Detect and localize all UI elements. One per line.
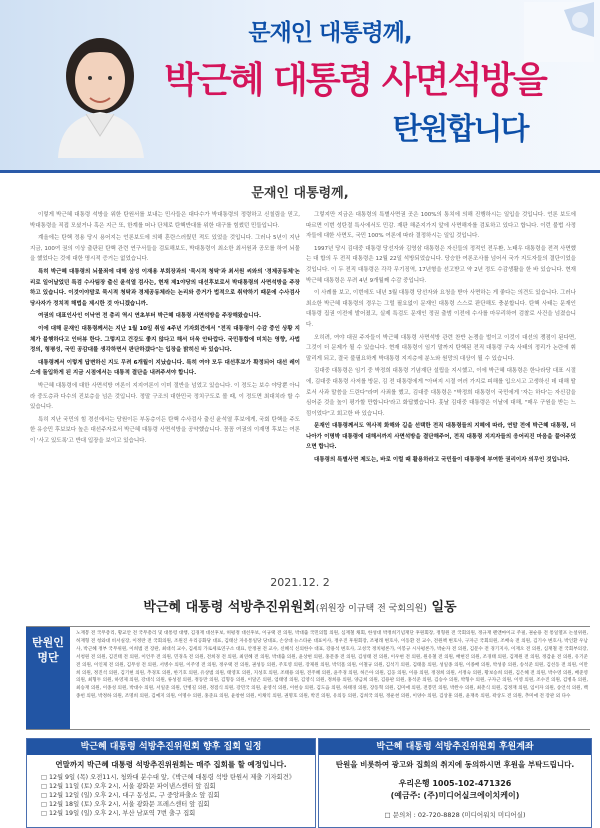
petitioner-names: 노재봉 전 국무총리, 황교안 전 국무총리 및 대통령 대행, 김경재 대선후보, 허평정 대선후보, 이규택 전 의원, 박대출 국민의힘 의원, 심재철 채회, 한성대 박정희기념재단 후원회장, 정형원 전 국회의원, 정규재 펜앤마이크 주필, 권순용 전 통일열포 논설위원, 허재형 전 청와대 비서실장, 이정란 전 국회의원, 조원진 우리공화당 대표, 김태산 자유통일당 당대표, 손상대 뉴스타운 대표이사, 정우진 후원회장, 조평래 변호사, 이동환 전 교수, 전원책 변호사, 구자근 국회의원, 조배숙 전 의원, 김기수 변호사, 박인환 우남사, 박근혜 정부 국무위원, 이희범 전 장관, 최대석 교수, 김세의 가로세로연구소 대표, 안정권 전 교수, 신혜식 신의한수 대표, 강용석 변호사, 고성국 정치평론가, 이봉규 시사평론가, 박순자 전 의원, 김문수 전 경기지사, 이재오 전 의원, 심재철 전 국회부의장, 서청원 전 의원, 김진태 전 의원, 이언주 전 의원, 민경욱 전 의원, 전희경 전 의원, 최연혜 전 의원, 박대출 의원, 윤상현 의원, 홍문종 전 의원, 김성태 전 의원, 이우현 전 의원, 원유철 전 의원, 배현진 의원, 조경태 의원, 김재원 전 의원, 정갑윤 전 의원, 유기준 전 의원, 이인제 전 의원, 김무성 전 의원, 서병수 의원, 이주영 전 의원, 정우택 전 의원, 권성동 의원, 주호영 의원, 장제원 의원, 박덕흠 의원, 이철규 의원, 김석기 의원, 김태흠 의원, 성일종 의원, 이종배 의원, 박성중 의원, 송석준 의원, 김선동 전 의원, 이만희 의원, 정진석 의원, 김기현 의원, 추경호 의원, 한기호 의원, 유상범 의원, 태영호 의원, 지성호 의원, 조태용 의원, 전주혜 의원, 윤주경 의원, 허은아 의원, 김웅 의원, 이용 의원, 정경희 의원, 서정숙 의원, 황보승희 의원, 김은혜 전 의원, 박수영 의원, 배준영 의원, 최형두 의원, 하영제 의원, 강대식 의원, 류성걸 의원, 정동만 의원, 김형동 의원, 이달곤 의원, 엄태영 의원, 김영식 의원, 정희용 의원, 양금희 의원, 김용판 의원, 홍석준 의원, 김승수 의원, 박형수 의원, 구자근 의원, 이영 의원, 조수진 의원, 김병욱 의원, 최승재 의원, 이종성 의원, 박대수 의원, 서일준 의원, 안병길 의원, 정점식 의원, 강민국 의원, 윤영석 의원, 이헌승 의원, 김도읍 의원, 하태경 의원, 장동혁 의원, 김미애 의원, 전봉민 의원, 박완수 의원, 최춘식 의원, 김정재 의원, 임이자 의원, 송언석 의원, 백종헌 의원, 박정하 의원, 조명희 의원, 김예지 의원, 이명수 의원, 홍준표 의원, 윤창현 의원, 이채익 의원, 권명호 의원, 박진 의원, 유의동 의원, 김희국 의원, 정운천 의원, 이양수 의원, 김상훈 의원, 윤재옥 의원, 곽상도 전 의원, 추미애 전 장관 외 다수: [76, 631, 588, 700]
letter-paragraph: 이 사례를 보고, 이번에도 내년 3월 대통령 당선자와 요청을 받아 사면하는 게 좋다는 의견도 있습니다. 그러나 최소한 박근혜 대통령의 경우는 그럴 필요없이 문재인 대통령 스스로 판단해도 충분합니다. 탄핵 사태는 문재인 대통령 집권 이전에 발어졌고, 실제 특검도 문재인 정권 출범 이전에 수사를 마무리하여 검찰로 사건을 넘겼습니다.: [306, 290, 576, 328]
letter-paragraph: 이에 대해 문재인 대통령께서는 지난 1월 10일 취임 4주년 기자회견에서 "전직 대통령이 수감 중인 상황 지체가 불행하다고 인터뷰 한다. 그렇지고 건강도 좋지 않다고 해서 더욱 안타깝다. 국민통합에 미치는 영향, 사법 정의, 형평성, 국민 공감대를 생각하면서 판단하겠다"는 입장을 밝히신 바 있습니다.: [30, 325, 300, 354]
account-number: 우리은행 1005-102-471326: [398, 779, 512, 788]
petitioner-label-line1: 탄원인: [32, 636, 64, 649]
banner-headline-1: 문재인 대통령께,: [248, 20, 412, 46]
letter-paragraph: 특히 박근혜 대통령의 뇌물죄에 대해 삼성 이재용 부회장과의 '묵시적 청탁'과 최서원 씨와의 '경제공동체'논리로 일어날었던 특검 수사팀장 출신 윤석열 검사는, 현재 제1야당의 대선후보로서 박대통령의 사면석방을 주장하고 있습니다. 이것이야말로 묵시적 청탁과 경제공동체라는 논리와 증거가 법적으로 취약하기 때문에 수사검사 당사자가 정치적 해법을 제시한 것 아니겠습니까.: [30, 268, 300, 307]
banner-headline-2: 박근혜 대통령 사면석방을: [164, 60, 546, 101]
account-holder: (예금주: (주)미디어실크에이치케이): [390, 791, 520, 800]
letter-right-column: [306, 210, 576, 468]
letter-paragraph: 계올에는 탄핵 정용 당시 용어지는 언론보도에 의해 혼란스러웠던 적도 있었을 것입니다. 그러나 5년이 지난 지금, 100여 권의 이상 출판된 탄핵 관련 연구서들을 검토해보도, 박대통령이 최소한 최서원과 공모를 하여 뇌물을 했었다는 것에 대한 명시적 증거는 없었습니다.: [30, 235, 300, 263]
petitioner-label-line2: 명단: [37, 651, 59, 664]
rally-intro: 연말까지 박근혜 대통령 석방추진위원회는 매주 집회를 할 예정입니다.: [55, 760, 287, 769]
petitioner-list: [26, 626, 590, 730]
signature-tail: 일동: [426, 600, 457, 615]
donation-heading: 박근혜 대통령 석방추진위원회 후원계좌: [319, 739, 591, 755]
letter-paragraph: 특히 지난 국민의 힘 경선에서는 당원이든 부동층이든 탄핵 수사검사 출신 윤석열 후보에게, 국회 탄핵을 주도한 유승민 후보보다 높은 대선주자로서 박근혜 대통령 사면석방을 공약했습니다. 꼼꼼 여권의 이재명 후보는 여론이 '사고 있도록'고 반대 입장을 보이고 있습니다.: [30, 416, 300, 444]
letter-paragraph: 박근혜 대통령에 대한 사면석방 여론이 지지여론이 이미 절반을 넘었고 있습니다. 이 정도는 보수 야당뿐 아니라 중도층과 다수의 진보층을 넘은 것입니다. 정말 구조의 대한민국 정치구도로 볼 때, 이 정도면 최대치라 할 수 있습니다.: [30, 382, 300, 411]
rally-heading: 박근혜 대통령 석방추진위원회 향후 집회 일정: [27, 739, 315, 755]
rally-item: □ 12월 19일 (일) 오후 2시, 부산 남포역 7번 출구 집회: [41, 809, 315, 818]
signature-org: 박근혜 대통령 석방추진위원회: [143, 600, 316, 615]
letter-paragraph: 오히려, 여야 대권 주자들이 박근혜 대통령 사면석방 관련 찬반 논쟁을 벌이고 이것이 대선의 쟁점이 된다면, 그것이 더 문제가 될 수 있습니다. 현재 대통령이 임기 말까지 탄핵된 전직 대통령 구속 사태의 정리가 논란에 휘말리게 되고, 결국 불필요하게 박대통령 지지층에 분노와 원망의 대상이 될 수 있습니다.: [306, 334, 576, 362]
rally-schedule-box: [26, 738, 316, 828]
rally-item: □ 12월 12일 (일) 오후 2시, 대구 동성로, 구 중앙파출소 앞 집회: [41, 791, 315, 800]
letter-paragraph: 김대중 대통령은 임기 중 박정희 대통령 기념재단 설립을 지시했고, 이에 박근혜 대통령은 한나라당 대표 시절에, 김대중 대통령 사저를 방문, 김 전 대통령에게 "아버지 시절 여러 가지로 피해를 입으시고 고생하신 데 대해 딸로서 사과 말씀을 드린다"라며 사죄를 했고, 김대중 대통령은 "박정희 대통령이 국민에게 '자는 하다'는 자신감을 심어준 것을 높이 평가할 만합니다'라고 화답했습니다. 훗날 김대중 대통령은 이날에 대해, "매우 구원을 받는 느낌이었다"고 회고한 바 있습니다.: [306, 368, 576, 417]
letter-paragraph: 대통령의 특별사면 제도는, 바로 이럴 때 활용하라고 국민들이 대통령에 부여한 권리이자 의무인 것입니다.: [314, 457, 570, 464]
letter-paragraph: 문재인 대통령께서도 역사적 화해와 길을 선택한 전직 대통령들의 지혜에 따라, 연말 전에 박근혜 대통령, 더 나아가 이명박 대통령에 대해서까지 사면석방을 결단해주어, 전직 대통령 지지자들의 응어리진 마음을 풀어주었으면 합니다.: [306, 423, 576, 451]
letter-date: 2021.12. 2: [270, 576, 330, 589]
letter-title: 문재인 대통령께,: [251, 186, 349, 201]
donation-intro: 탄원을 비롯하여 광고와 집회의 취지에 동의하시면 후원을 부탁드립니다.: [335, 760, 575, 769]
header-banner: [0, 0, 600, 173]
letter-paragraph: 1997년 당시 김대중 대통령 당선자와 김영삼 대통령은 자신들의 정적인 전두환, 노태우 대통령을 전격 사면했는 대 합의 두 전직 대통령은 12월 22일 석방되었습니다. 당승한 여론조사를 넘어서 국가 지도자들의 결단이었을 것입니다. 이 두 전직 대통령은 각각 무기징역, 17년형을 선고받고 약 2년 정도 수감생활을 한 바 있습니다. 현재 박근혜 대통령은 무려 4년 9개월째 수감 중입니다.: [306, 245, 576, 284]
letter-left-column: [30, 210, 300, 448]
contact-info: □ 문의처 : 02-720-8828 (미디어워치 미디어실): [384, 811, 526, 819]
rally-item: □ 12월 9일 (목) 오전11시, 청와대 분수대 앞,《박근혜 대통령 석방 탄원서 제출 기자회견》: [41, 773, 315, 782]
letter-signature: [0, 596, 600, 615]
letter-paragraph: 이렇게 박근혜 대통령 석방을 위한 탄원서를 보내는 민사들은 대다수가 박대통령의 정령하고 신칠림을 믿고, 박대통령을 직접 모셨거나 혹은 지근 또, 한계를 떠나 단체로 탄핵반대를 위한 대구를 힘썼던 민들입니다.: [30, 212, 300, 229]
letter-paragraph: 그렇지만 지금은 대통령의 특별사면권 곳은 100%의 통치에 의해 진행하시는 일입을 것입니다. 언론 보도에 따르면 이번 성탄절 특사에서도 민감. 재판 해준지가지 앞에 사면해자를 검토하고 있다고 합니다. 이런 불법 사정자들에 대한 사면도, 국민 100% 여론에 따라 결정하시는 일입 것입니다.: [306, 212, 576, 240]
petitioner-label: [26, 627, 70, 729]
donation-box: [318, 738, 592, 828]
donation-account: [319, 778, 591, 802]
rally-item: □ 12월 18일 (토) 오후 2시, 서울 광화문 프레스센터 앞 집회: [41, 800, 315, 809]
rally-item: □ 12월 11일 (토) 오후 2시, 서울 광화문 파이낸스센터 앞 집회: [41, 782, 315, 791]
letter-paragraph: 대통령께서 이렇게 답변하신 지도 무려 6개월이 지났습니다. 특히 여야 모두 대선후보가 확정되어 대선 레이스에 돌입하게 된 지금 시점에서는 대통적 결단을 내려주셔야 합니다.: [30, 359, 300, 377]
rally-schedule-list: [41, 773, 315, 818]
banner-headline-3: 탄원합니다: [392, 112, 528, 147]
signature-chair: (위원장 이규택 전 국회의원): [315, 604, 427, 614]
letter-paragraph: 여권의 대표인사인 이낙연 전 총리 역시 연초부터 박근혜 대통령 사면석방을 주장해왔습니다.: [38, 313, 262, 320]
